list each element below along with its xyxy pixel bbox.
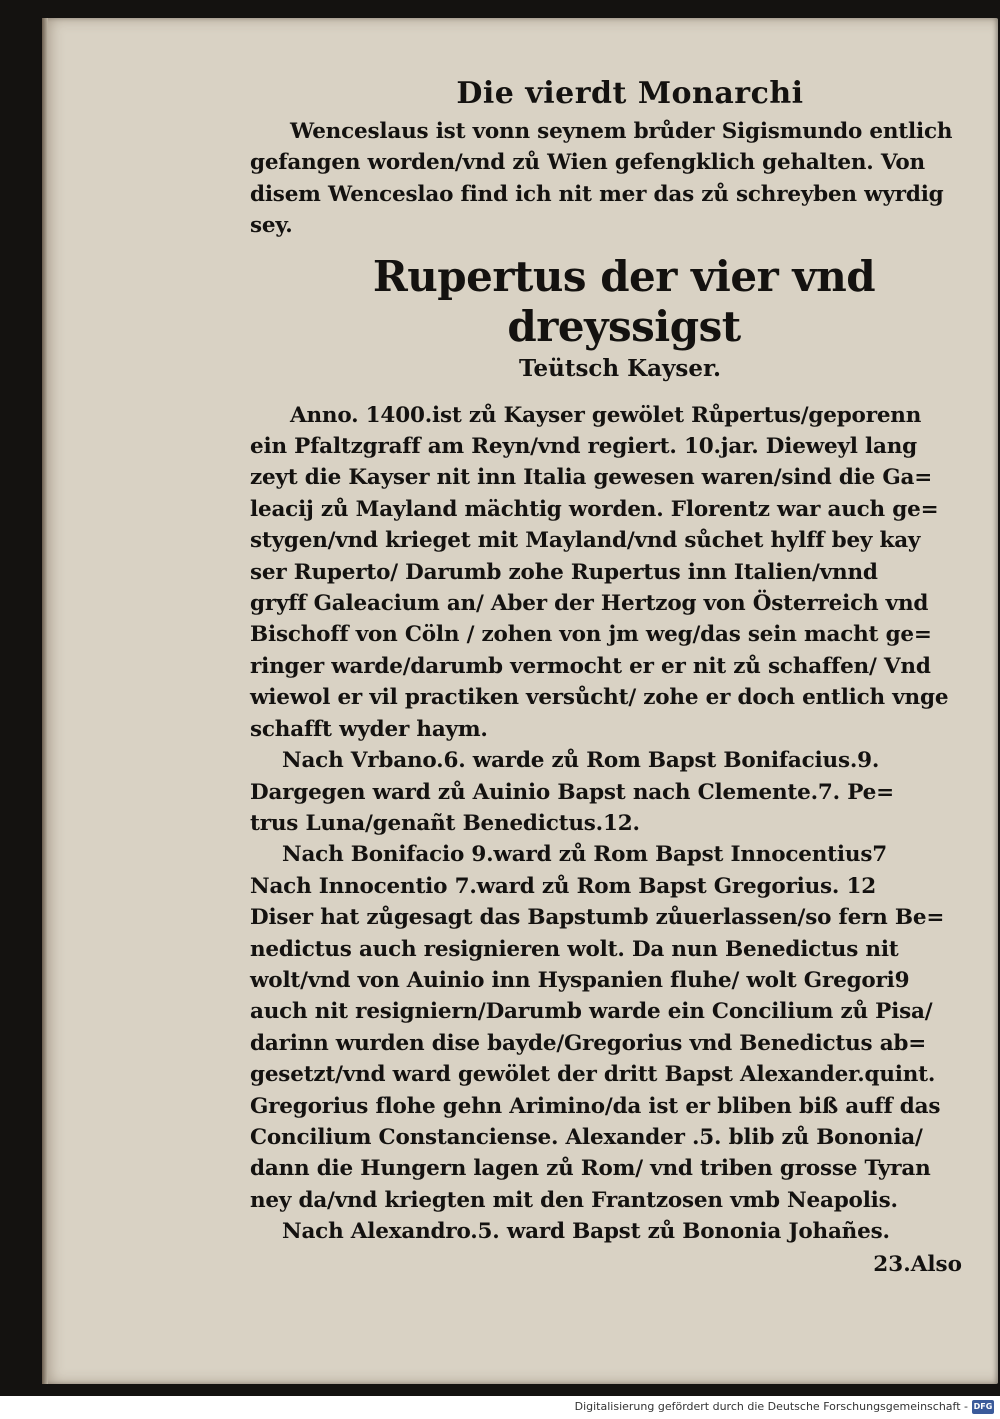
paragraph-rupertus: [250, 400, 970, 745]
catchword: 23.Also: [873, 1251, 962, 1277]
text-line: zeyt die Kayser nit inn Italia gewesen waren/sind die Ga=: [250, 465, 933, 491]
chapter-subtitle: Teütsch Kayser.: [519, 354, 721, 382]
text-block: [250, 72, 970, 1280]
intro-paragraph: [250, 116, 970, 242]
text-line: leacij zů Mayland mächtig worden. Florentz war auch ge=: [250, 496, 939, 522]
text-line: stygen/vnd krieget mit Mayland/vnd sůchet hylff bey kay: [250, 528, 921, 554]
paragraph-innocentius: [250, 839, 970, 1216]
chapter-title: Rupertus der vier vnd dreyssigst: [372, 251, 876, 351]
page-gutter: [42, 18, 48, 1384]
running-head: Die vierdt Monarchi: [456, 76, 804, 111]
dfg-logo: DFG: [972, 1400, 994, 1414]
text-line: Nach Bonifacio 9.ward zů Rom Bapst Innocentius7: [282, 842, 887, 868]
text-line: gesetzt/vnd ward gewölet der dritt Bapst Alexander.quint.: [250, 1062, 936, 1088]
text-line: Anno. 1400.ist zů Kayser gewölet Růpertus/geporenn: [290, 402, 922, 428]
text-line: Concilium Constanciense. Alexander .5. blib zů Bononia/: [250, 1124, 923, 1150]
text-line: wiewol er vil practiken versůcht/ zohe er doch entlich vnge: [250, 685, 949, 711]
text-line: Gregorius flohe gehn Arimino/da ist er bliben biß auff das: [250, 1093, 941, 1119]
text-line: ein Pfaltzgraff am Reyn/vnd regiert. 10.jar. Dieweyl lang: [250, 434, 917, 460]
text-line: schafft wyder haym.: [250, 716, 488, 742]
text-line: wolt/vnd von Auinio inn Hyspanien fluhe/ wolt Gregori9: [250, 967, 910, 993]
text-line: ney da/vnd kriegten mit den Frantzosen vmb Neapolis.: [250, 1187, 898, 1213]
text-line: disem Wenceslao find ich nit mer das zů schreyben wyrdig: [250, 181, 944, 207]
text-line: Nach Innocentio 7.ward zů Rom Bapst Gregorius. 12: [250, 873, 876, 899]
text-line: gryff Galeacium an/ Aber der Hertzog von Österreich vnd: [250, 591, 929, 617]
text-line: Bischoff von Cöln / zohen von jm weg/das sein macht ge=: [250, 622, 932, 648]
text-line: Diser hat zůgesagt das Bapstumb zůuerlassen/so fern Be=: [250, 905, 945, 931]
text-line: Wenceslaus ist vonn seynem brůder Sigismundo entlich: [290, 119, 953, 144]
paragraph-bonifacius: [250, 745, 970, 839]
text-line: ser Ruperto/ Darumb zohe Rupertus inn Italien/vnnd: [250, 559, 878, 585]
text-line: nedictus auch resignieren wolt. Da nun Benedictus nit: [250, 936, 899, 962]
text-line: ringer warde/darumb vermocht er er nit zů schaffen/ Vnd: [250, 653, 931, 679]
footer-credit: Digitalisierung gefördert durch die Deutsche Forschungsgemeinschaft -: [574, 1400, 968, 1413]
text-line: sey.: [250, 213, 293, 239]
text-line: Nach Alexandro.5. ward Bapst zů Bononia Johañes.: [282, 1219, 890, 1245]
text-line: gefangen worden/vnd zů Wien gefengklich gehalten. Von: [250, 150, 925, 176]
text-line: Dargegen ward zů Auinio Bapst nach Clemente.7. Pe=: [250, 779, 894, 805]
text-line: dann die Hungern lagen zů Rom/ vnd triben grosse Tyran: [250, 1156, 931, 1182]
paragraph-alexander: [250, 1216, 970, 1247]
text-line: Nach Vrbano.6. warde zů Rom Bapst Bonifacius.9.: [282, 748, 880, 774]
text-line: darinn wurden dise bayde/Gregorius vnd Benedictus ab=: [250, 1030, 927, 1056]
text-line: trus Luna/genañt Benedictus.12.: [250, 810, 640, 836]
text-line: auch nit resigniern/Darumb warde ein Concilium zů Pisa/: [250, 999, 933, 1025]
